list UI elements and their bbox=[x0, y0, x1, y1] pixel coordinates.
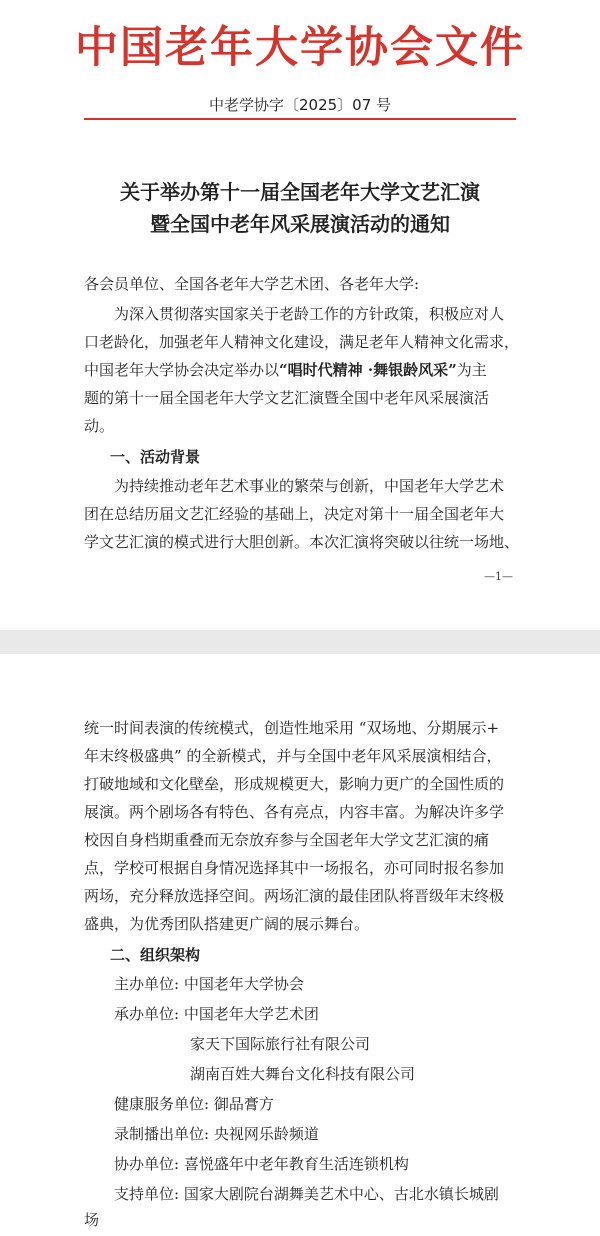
notice-title-line-1: 关于举办第十一届全国老年大学文艺汇演 bbox=[120, 180, 480, 204]
section-heading-background: 一、活动背景 bbox=[110, 448, 201, 466]
org-health-service: 健康服务单位: 御品膏方 bbox=[114, 1095, 274, 1113]
paragraph-line: 动。 bbox=[84, 417, 115, 435]
paragraph-line: 年末终极盛典” 的全新模式，并与全国中老年风采展演相结合， bbox=[84, 747, 502, 765]
org-broadcast: 录制播出单位: 央视网乐龄频道 bbox=[114, 1125, 319, 1143]
paragraph-line: 为持续推动老年艺术事业的繁荣与创新，中国老年大学艺术 bbox=[114, 477, 505, 495]
paragraph-line: 学文艺汇演的模式进行大胆创新。本次汇演将突破以往统一场地、 bbox=[84, 533, 520, 551]
document-number: 中老学协字〔2025〕07 号 bbox=[208, 96, 392, 114]
org-host: 主办单位: 中国老年大学协会 bbox=[114, 975, 304, 993]
document-page-2 bbox=[0, 654, 600, 1236]
event-theme: “唱时代精神 ·舞银龄风采” bbox=[279, 361, 457, 379]
org-organizer: 承办单位: 中国老年大学艺术团 bbox=[114, 1005, 319, 1023]
org-support: 支持单位: 国家大剧院台湖舞美艺术中心、古北水镇长城剧 bbox=[114, 1185, 499, 1203]
paragraph-text: 为主 bbox=[456, 361, 487, 379]
paragraph-line: 题的第十一届全国老年大学文艺汇演暨全国中老年风采展演活 bbox=[84, 389, 490, 407]
paragraph-line: 为深入贯彻落实国家关于老龄工作的方针政策，积极应对人 bbox=[114, 305, 505, 323]
paragraph-line: 统一时间表演的传统模式，创造性地采用 “双场地、分期展示+ bbox=[84, 719, 500, 737]
paragraph-line: 展演。两个剧场各有特色、各有亮点，内容丰富。为解决许多学 bbox=[84, 803, 505, 821]
paragraph-line: 点，学校可根据自身情况选择其中一场报名，亦可同时报名参加 bbox=[84, 859, 505, 877]
paragraph-line: 盛典，为优秀团队搭建更广阔的展示舞台。 bbox=[84, 915, 370, 933]
paragraph-line: 团在总结历届文艺汇经验的基础上，决定对第十一届全国老年大 bbox=[84, 505, 505, 523]
paragraph-line bbox=[84, 360, 487, 380]
page-number: —1— bbox=[484, 570, 513, 583]
paragraph-line: 口老龄化，加强老年人精神文化建设，满足老年人精神文化需求， bbox=[84, 333, 520, 351]
paragraph-line: 打破地域和文化壁垒，形成规模更大，影响力更广的全国性质的 bbox=[84, 775, 505, 793]
org-organizer: 家天下国际旅行社有限公司 bbox=[190, 1035, 371, 1053]
org-organizer: 湖南百姓大舞台文化科技有限公司 bbox=[190, 1065, 416, 1083]
paragraph-text: 中国老年大学协会决定举办以 bbox=[84, 361, 280, 379]
document-header-title: 中国老年大学协会文件 bbox=[75, 23, 525, 73]
paragraph-line: 校因自身档期重叠而无奈放弃参与全国老年大学文艺汇演的痛 bbox=[84, 831, 490, 849]
paragraph-line: 两场，充分释放选择空间。两场汇演的最佳团队将晋级年末终极 bbox=[84, 887, 505, 905]
org-co-organizer: 协办单位: 喜悦盛年中老年教育生活连锁机构 bbox=[114, 1155, 409, 1173]
notice-title-line-2: 暨全国中老年风采展演活动的通知 bbox=[150, 212, 450, 236]
salutation: 各会员单位、全国各老年大学艺术团、各老年大学: bbox=[84, 275, 420, 293]
section-heading-organization: 二、组织架构 bbox=[110, 946, 201, 964]
header-red-rule bbox=[84, 118, 516, 120]
org-support: 场 bbox=[84, 1211, 100, 1229]
